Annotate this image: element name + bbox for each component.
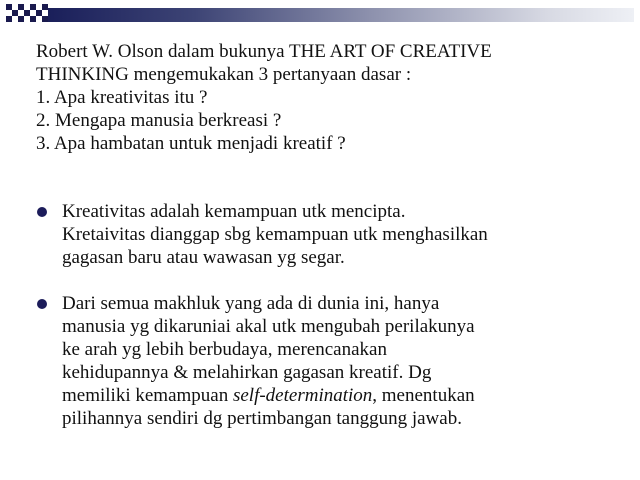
bullet-icon xyxy=(37,299,47,309)
bullet-line: manusia yg dikaruniai akal utk mengubah perilakunya xyxy=(62,316,475,337)
bullet-item-2 xyxy=(36,292,626,430)
bullet-icon xyxy=(37,207,47,217)
bullet-line xyxy=(62,384,626,407)
question-3: 3. Apa hambatan untuk menjadi kreatif ? xyxy=(36,133,346,154)
checker-pattern xyxy=(6,4,48,22)
question-1: 1. Apa kreativitas itu ? xyxy=(36,87,208,108)
bullet-line: Dari semua makhluk yang ada di dunia ini, hanya xyxy=(62,293,440,314)
bullet-line: gagasan baru atau wawasan yg segar. xyxy=(62,247,345,268)
slide-header-decoration xyxy=(0,0,640,28)
bullet-line: Kretaivitas dianggap sbg kemampuan utk menghasilkan xyxy=(62,224,488,245)
italic-term: self-determination xyxy=(232,385,373,406)
intro-line: Robert W. Olson dalam bukunya THE ART OF CREATIVE xyxy=(36,41,492,62)
bullet-list xyxy=(36,200,626,453)
intro-paragraph xyxy=(36,40,626,155)
text-segment: memiliki kemampuan xyxy=(62,385,233,406)
header-gradient-bar xyxy=(48,8,634,22)
intro-line: THINKING mengemukakan 3 pertanyaan dasar : xyxy=(36,64,412,85)
bullet-line: kehidupannya & melahirkan gagasan kreatif. Dg xyxy=(62,362,432,383)
bullet-line: pilihannya sendiri dg pertimbangan tanggung jawab. xyxy=(62,408,462,429)
bullet-line: ke arah yg lebih berbudaya, merencanakan xyxy=(62,339,387,360)
bullet-item-1 xyxy=(36,200,626,269)
question-2: 2. Mengapa manusia berkreasi ? xyxy=(36,110,282,131)
bullet-line: Kreativitas adalah kemampuan utk mencipta. xyxy=(62,201,406,222)
text-segment: , menentukan xyxy=(372,385,475,406)
